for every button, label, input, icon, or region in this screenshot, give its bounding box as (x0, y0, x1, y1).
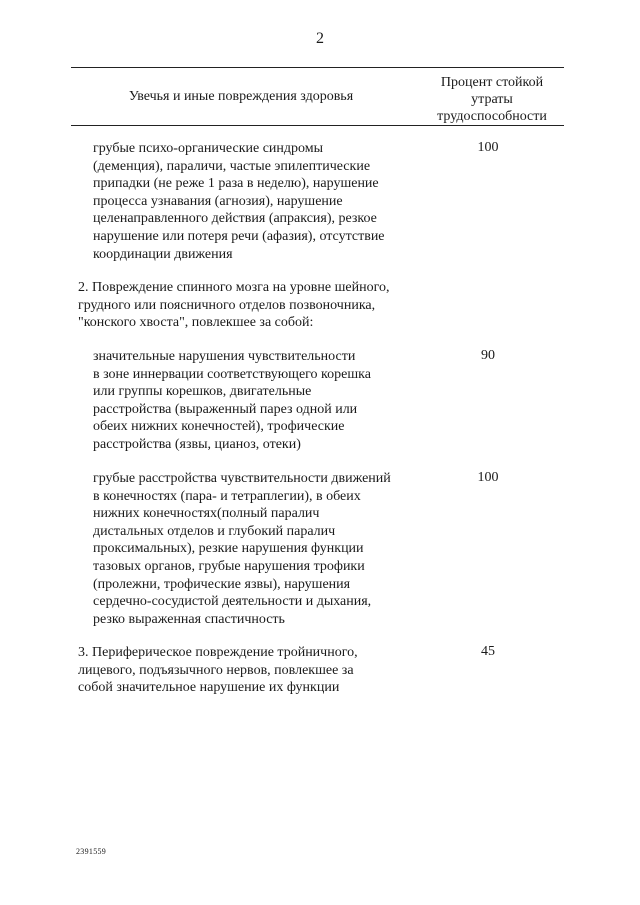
table-header-rule (71, 125, 564, 126)
document-id: 2391559 (76, 847, 107, 856)
column-header-percent: Процент стойкой утраты трудоспособности (437, 75, 547, 124)
page-number: 2 (316, 30, 324, 47)
entry-percent: 100 (477, 470, 499, 485)
entry-percent: 45 (481, 644, 495, 659)
column-header-injuries: Увечья и иные повреждения здоровья (128, 89, 354, 104)
table-top-rule (71, 67, 564, 68)
entry-text: грубые расстройства чувствительности движений в конечностях (пара- и тетраплегии), в обеих нижних конечностях(полный паралич дистальных отделов и глубокий паралич проксимальных), резкие нарушения функции тазовых органов, грубые нарушения трофики (пролежни, трофические язвы), нарушения сердечно-сосудистой деятельности и дыхания, резко выраженная спастичность (93, 471, 391, 627)
entry-percent: 100 (477, 140, 499, 155)
entry-text: значительные нарушения чувствительности в зоне иннервации соответствующего корешка или группы корешков, двигательные расстройства (выраженный парез одной или обеих нижних конечностей), трофические расстройства (язвы, цианоз, отеки) (93, 349, 371, 452)
section-heading: 3. Периферическое повреждение тройничного, лицевого, подъязычного нервов, повлекшее за собой значительное нарушение их функции (78, 645, 358, 696)
entry-text: грубые психо-органические синдромы (деменция), параличи, частые эпилептические припадки (не реже 1 раза в неделю), нарушение процесса узнавания (агнозия), нарушение целенаправленного действия (апраксия), резкое нарушение или потеря речи (афазия), отсутствие координации движения (93, 141, 385, 262)
section-heading: 2. Повреждение спинного мозга на уровне шейного, грудного или поясничного отделов позвоночника, "конского хвоста", повлекшее за собой: (78, 280, 390, 331)
entry-percent: 90 (481, 348, 495, 363)
